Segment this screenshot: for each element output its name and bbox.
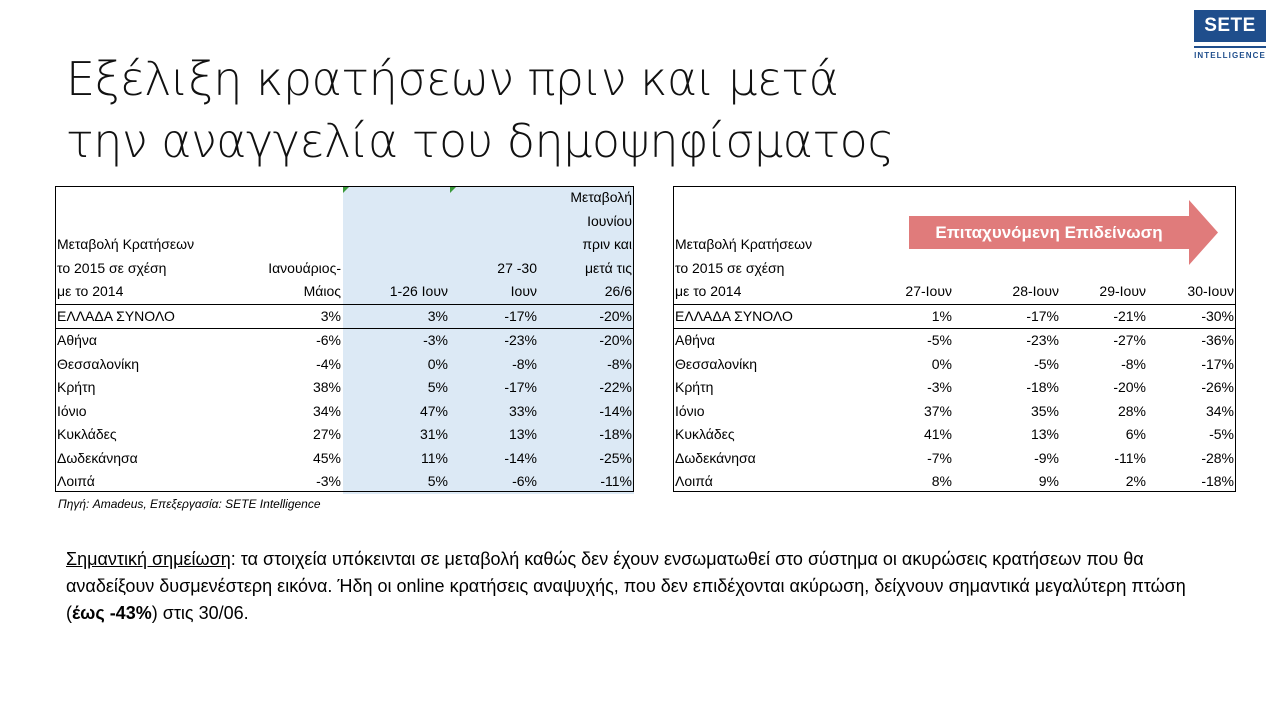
value-jan-may: 34% [312, 402, 341, 419]
header-june-27-30-line: Ιουν [510, 283, 537, 299]
value-jan-may: 38% [312, 379, 341, 395]
value-jan-may: 45% [312, 449, 341, 466]
value-day: 8% [931, 473, 952, 489]
table-row [673, 329, 1236, 353]
header-june-change-line: 26/6 [604, 283, 632, 299]
value-day: 37% [923, 402, 952, 419]
row-label: Δωδεκάνησα [57, 449, 138, 466]
table-row [673, 423, 1236, 447]
table-row [673, 400, 1236, 424]
value-day: 28% [1117, 402, 1146, 419]
row-label: Αθήνα [57, 332, 98, 348]
table-row-total [55, 304, 634, 329]
header-date: 29-Ιουν [1061, 186, 1148, 304]
value-jan-may: -3% [316, 473, 341, 489]
value-day: -26% [1201, 379, 1234, 395]
header-june-change [539, 186, 634, 304]
value-day: -3% [927, 379, 952, 395]
value-day: -5% [927, 332, 952, 348]
header-label-line: το 2015 σε σχέση [675, 259, 785, 276]
table-header-row [55, 186, 634, 304]
value-day: 9% [1038, 473, 1059, 489]
value-day: -5% [1209, 426, 1234, 442]
row-label: ΕΛΛΑΔΑ ΣΥΝΟΛΟ [55, 304, 226, 329]
header-label-line: Μεταβολή Κρατήσεων [675, 236, 813, 252]
value-day: -9% [1034, 449, 1059, 466]
value-june-change: -22% [539, 376, 634, 400]
table-row [55, 353, 634, 377]
table-row [673, 470, 1236, 494]
header-june-change-line: Μεταβολή [570, 189, 632, 205]
value-day: -11% [1114, 449, 1146, 466]
value-day: -8% [1121, 355, 1146, 372]
value-june-27-30: -17% [450, 304, 539, 329]
header-label-line: με το 2014 [57, 283, 124, 299]
value-day: 0% [931, 355, 952, 372]
value-day: -20% [1113, 379, 1146, 395]
value-day: 1% [852, 304, 954, 329]
note-lead: Σημαντική σημείωση [66, 549, 231, 569]
value-june-27-30: -14% [450, 447, 539, 471]
header-june-change-line: πριν και [582, 236, 632, 252]
header-date: 28-Ιουν [954, 186, 1061, 304]
table-row [673, 447, 1236, 471]
table-row [55, 423, 634, 447]
value-june-1-26: 3% [343, 304, 450, 329]
value-day: -27% [1113, 332, 1146, 348]
value-june-1-26: -3% [343, 329, 450, 353]
header-june-27-30 [450, 186, 539, 304]
value-day: -18% [1201, 473, 1234, 489]
row-label: Θεσσαλονίκη [675, 355, 757, 372]
header-label [673, 186, 852, 304]
value-june-27-30: -23% [450, 329, 539, 353]
value-june-change: -18% [539, 423, 634, 447]
value-june-27-30: -6% [450, 470, 539, 494]
header-june-27-30-line: 27 -30 [497, 259, 537, 276]
value-day: -18% [1026, 379, 1059, 395]
row-label: Λοιπά [675, 473, 713, 489]
cell-comment-marker [343, 187, 349, 193]
table-row [55, 470, 634, 494]
value-june-1-26: 0% [343, 353, 450, 377]
important-note [66, 546, 1186, 627]
row-label: Αθήνα [675, 332, 716, 348]
table-row [55, 376, 634, 400]
value-june-change: -11% [539, 470, 634, 494]
page-title [66, 48, 894, 172]
value-june-change: -25% [539, 447, 634, 471]
value-day: -36% [1201, 332, 1234, 348]
row-label: Θεσσαλονίκη [57, 355, 139, 372]
table-row [673, 376, 1236, 400]
value-jan-may: -4% [316, 355, 341, 372]
table-row-total [673, 304, 1236, 329]
value-june-change: -20% [539, 304, 634, 329]
header-jan-may [226, 186, 343, 304]
header-june-change-line: μετά τις [584, 259, 632, 276]
row-label: Ιόνιο [675, 402, 705, 419]
value-june-1-26: 5% [343, 376, 450, 400]
title-line-2: την αναγγελία του δημοψηφίσματος [66, 114, 894, 168]
value-jan-may: 3% [226, 304, 343, 329]
logo-divider [1194, 46, 1266, 48]
value-june-change: -14% [539, 400, 634, 424]
source-note: Πηγή: Amadeus, Επεξεργασία: SETE Intelligence [58, 497, 321, 511]
value-june-1-26: 31% [343, 423, 450, 447]
sete-logo [1194, 10, 1266, 60]
value-day: -30% [1148, 304, 1236, 329]
header-date: 30-Ιουν [1148, 186, 1236, 304]
row-label: Κρήτη [675, 379, 714, 395]
value-june-27-30: -8% [450, 353, 539, 377]
value-jan-may: 27% [312, 426, 341, 442]
value-day: 35% [1030, 402, 1059, 419]
row-label: ΕΛΛΑΔΑ ΣΥΝΟΛΟ [673, 304, 852, 329]
header-label [55, 186, 226, 304]
cell-comment-marker [450, 187, 456, 193]
value-june-1-26: 5% [343, 470, 450, 494]
row-label: Δωδεκάνησα [675, 449, 756, 466]
note-text-1: : τα στοιχεία υπόκεινται σε μεταβολή καθώς δεν έχουν ενσωματωθεί στο σύστημα οι ακυρώσεις κρατήσεων που θα αναδείξουν δυσμενέστερη εικόνα. Ήδη οι online κρατήσεις αναψυχής, που δεν επιδέχονται ακύρωση, δείχνουν σημαντικά μεγαλύτερη πτώση ( [66, 549, 1186, 623]
logo-brand: SETE [1194, 10, 1266, 42]
header-jan-may-line: Ιανουάριος- [268, 259, 341, 276]
value-day: 2% [1125, 473, 1146, 489]
header-jan-may-line: Μάιος [303, 283, 341, 299]
value-day: -7% [927, 449, 952, 466]
value-day: 41% [923, 426, 952, 442]
value-day: -21% [1061, 304, 1148, 329]
header-june-change-line: Ιουνίου [587, 212, 632, 229]
row-label: Λοιπά [57, 473, 95, 489]
value-june-27-30: -17% [450, 376, 539, 400]
value-day: 34% [1205, 402, 1234, 419]
row-label: Κυκλάδες [675, 426, 735, 442]
header-label-line: με το 2014 [675, 283, 742, 299]
arrow-label: Επιταχυνόμενη Επιδείνωση [935, 223, 1163, 242]
value-june-1-26: 11% [343, 447, 450, 471]
value-day: 6% [1125, 426, 1146, 442]
logo-subtitle: INTELLIGENCE [1194, 51, 1266, 60]
value-day: 13% [1030, 426, 1059, 442]
value-june-change: -20% [539, 329, 634, 353]
note-text-2: ) στις 30/06. [151, 603, 249, 623]
title-line-1: Εξέλιξη κρατήσεων πριν και μετά [66, 52, 839, 106]
header-june-1-26: 1-26 Ιουν [343, 186, 450, 304]
value-day: -28% [1201, 449, 1234, 466]
header-label-line: το 2015 σε σχέση [57, 259, 167, 276]
row-label: Κρήτη [57, 379, 96, 395]
row-label: Κυκλάδες [57, 426, 117, 442]
value-day: -17% [1201, 355, 1234, 372]
table-row [55, 329, 634, 353]
value-jan-may: -6% [316, 332, 341, 348]
note-bold: έως -43% [72, 603, 152, 623]
value-june-27-30: 33% [450, 400, 539, 424]
table-row [55, 447, 634, 471]
value-day: -23% [1026, 332, 1059, 348]
header-label-line: Μεταβολή Κρατήσεων [57, 236, 195, 252]
table-row [55, 400, 634, 424]
value-june-1-26: 47% [343, 400, 450, 424]
bookings-change-table-1 [55, 186, 634, 494]
value-day: -5% [1034, 355, 1059, 372]
value-day: -17% [954, 304, 1061, 329]
header-date: 27-Ιουν [852, 186, 954, 304]
table-row [673, 353, 1236, 377]
row-label: Ιόνιο [57, 402, 87, 419]
value-june-change: -8% [539, 353, 634, 377]
value-june-27-30: 13% [450, 423, 539, 447]
